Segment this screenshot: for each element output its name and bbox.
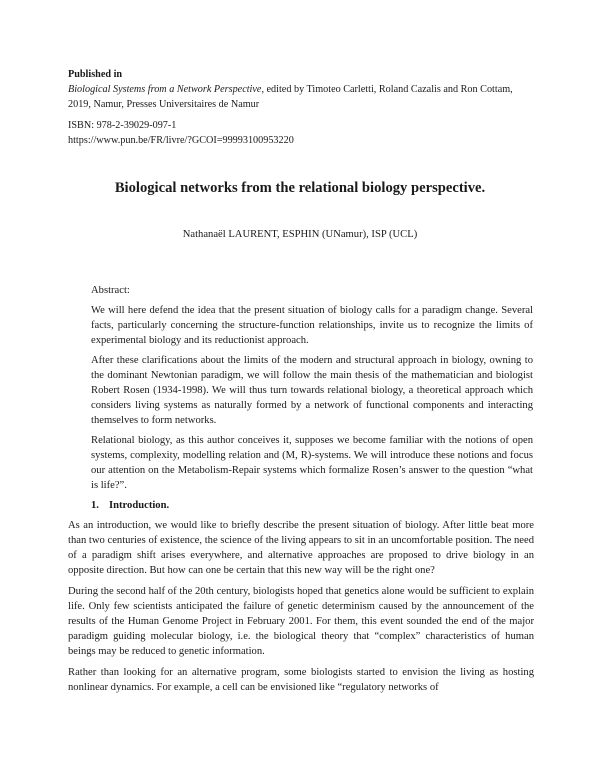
body-paragraph: During the second half of the 20th century, biologists hoped that genetics alone would be sufficient to explain life. Only few scientists anticipated the failure of genetic determinism caused by the announcement of the results of the Human Genome Project in February 2001. For them, this event sounded the end of the major paradigm guiding molecular biology, i.e. the biological theory that “complex” characteristics of human beings may be reduced to genetic information. (68, 586, 534, 657)
section-heading (91, 500, 169, 511)
abstract-paragraph: We will here defend the idea that the present situation of biology calls for a paradigm change. Several facts, particularly concerning the structure-function relationships, invite us to recognize the limits of experimental biology and its reductionist approach. (91, 305, 533, 346)
abstract-label: Abstract: (91, 285, 130, 296)
body-paragraph: As an introduction, we would like to briefly describe the present situation of biology. After little beat more than two centuries of existence, the science of the living appears to sit in an uncomfortable position. The need of a paradigm shift arises everywhere, and alternative approaches are proposed to drive biology in an opposite direction. But how can one be certain that this new way will be the right one? (68, 520, 534, 576)
publication-metadata (68, 67, 538, 148)
authors: Nathanaël LAURENT, ESPHIN (UNamur), ISP (UCL) (182, 229, 418, 240)
abstract-paragraph: Relational biology, as this author conceives it, supposes we become familiar with the notions of open systems, complexity, modelling relation and (M, R)-systems. We will introduce these notions and focus our attention on the Metabolism-Repair systems which formalize Rosen’s answer to the question “what is life?”. (91, 435, 533, 491)
body-paragraph: Rather than looking for an alternative program, some biologists started to envision the living as hosting nonlinear dynamics. For example, a cell can be envisioned like “regulatory networks of (68, 667, 534, 693)
publication-details: , edited by Timoteo Carletti, Roland Cazalis and Ron Cottam, 2019, Namur, Presses Universitaires de Namur (68, 84, 513, 110)
section-number: 1. (91, 500, 99, 511)
abstract-paragraph: After these clarifications about the limits of the modern and structural approach in biology, owning to the dominant Newtonian paradigm, we will follow the main thesis of the mathematician and biologist Robert Rosen (1934-1998). We will thus turn towards relational biology, a theoretical approach which considers living systems as naturally formed by a network of functional components and interacting themselves to form networks. (91, 355, 533, 426)
body-text (68, 518, 534, 701)
publication-url[interactable]: https://www.pun.be/FR/livre/?GCOI=99993100953220 (68, 135, 294, 146)
isbn: ISBN: 978-2-39029-097-1 (68, 120, 177, 131)
published-in-label: Published in (68, 69, 123, 80)
abstract (91, 283, 533, 498)
publication-source (68, 82, 538, 112)
book-title: Biological Systems from a Network Perspective (68, 84, 262, 95)
section-title: Introduction. (109, 500, 170, 511)
paper-title: Biological networks from the relational biology perspective. (114, 180, 486, 196)
